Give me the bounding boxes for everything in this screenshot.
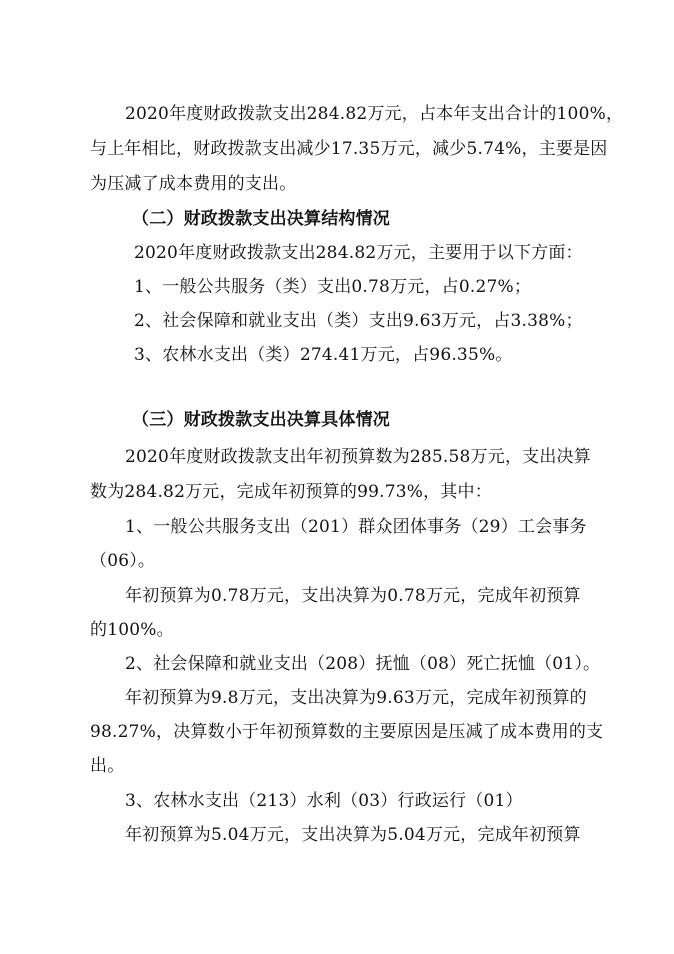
paragraph-line: 2020年度财政拨款支出284.82万元，主要用于以下方面： — [134, 243, 583, 263]
section-heading-2: （二）财政拨款支出决算结构情况 — [132, 209, 390, 229]
paragraph-line: 出。 — [90, 756, 125, 776]
paragraph-line: 2020年度财政拨款支出年初预算数为285.58万元，支出决算 — [125, 447, 591, 467]
list-item: 2、社会保障和就业支出（类）支出9.63万元，占3.38%； — [134, 311, 583, 331]
list-item: 1、一般公共服务（类）支出0.78万元，占0.27%； — [134, 277, 532, 297]
paragraph-line: 的100%。 — [90, 620, 174, 640]
paragraph-line: 98.27%，决算数小于年初预算数的主要原因是压减了成本费用的支 — [90, 722, 604, 742]
paragraph-line: 3、农林水支出（213）水利（03）行政运行（01） — [125, 791, 523, 811]
paragraph-line: 为压减了成本费用的支出。 — [90, 174, 297, 194]
section-heading-3: （三）财政拨款支出决算具体情况 — [132, 410, 390, 430]
paragraph-line: 年初预算为5.04万元，支出决算为5.04万元，完成年初预算 — [125, 825, 581, 845]
list-item: 3、农林水支出（类）274.41万元，占96.35%。 — [134, 345, 513, 365]
paragraph-line: 与上年相比，财政拨款支出减少17.35万元，减少5.74%，主要是因 — [90, 139, 608, 159]
paragraph-line: 2020年度财政拨款支出284.82万元，占本年支出合计的100%， — [125, 104, 624, 124]
paragraph-line: 年初预算为9.8万元，支出决算为9.63万元，完成年初预算的 — [125, 688, 587, 708]
paragraph-line: 年初预算为0.78万元，支出决算为0.78万元，完成年初预算 — [125, 586, 581, 606]
paragraph-line: 数为284.82万元，完成年初预算的99.73%，其中： — [90, 482, 492, 502]
paragraph-line: 2、社会保障和就业支出（208）抚恤（08）死亡抚恤（01）。 — [125, 654, 601, 674]
paragraph-line: （06）。 — [90, 551, 156, 571]
paragraph-line: 1、一般公共服务支出（201）群众团体事务（29）工会事务 — [125, 517, 587, 537]
